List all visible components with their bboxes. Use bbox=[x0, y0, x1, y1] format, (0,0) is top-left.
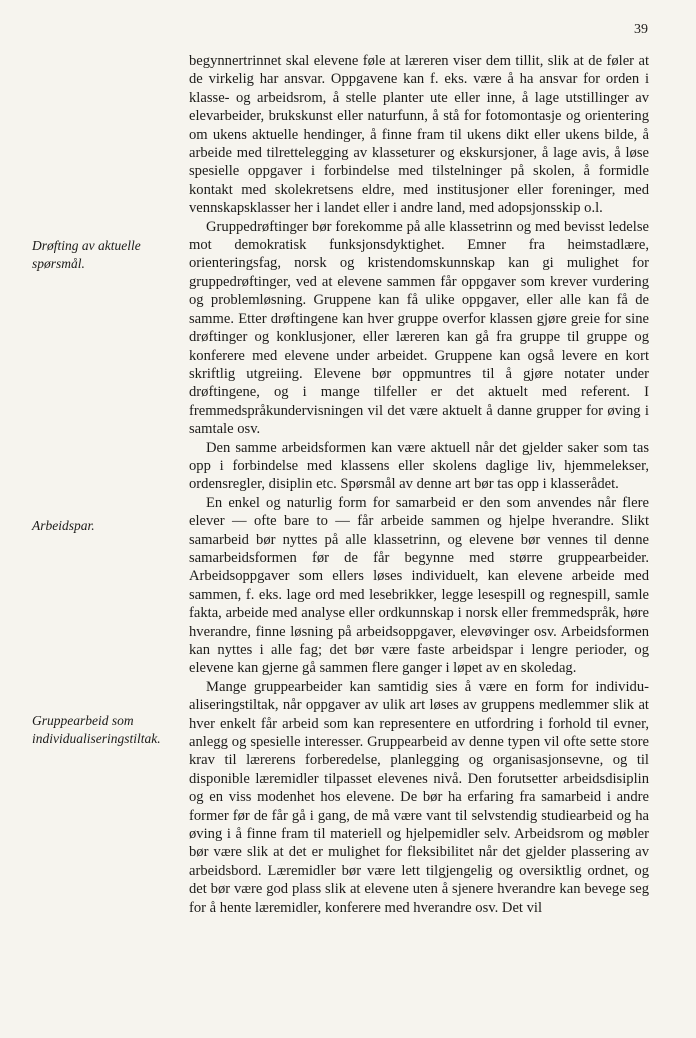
body-text bbox=[189, 52, 649, 917]
paragraph-continuation: begynnertrinnet skal elevene føle at læreren viser dem tillit, slik at de føler at de virkelig har ansvar. Oppgavene kan f. eks. være å ha ansvar for orden i klasse- og arbeidsrom, å stelle planter ute eller inne, å lage utstillinger av elevarbeider, brukskunst eller naturfunn, å stå for fotomontasje og orientering om ukens aktuelle hendinger, å finne fram til ukens dikt eller ukens bilde, å arbeide med tilrettelegging av klasseturer og ekskursjoner, å lage avis, å løse spesielle oppgaver i forbindelse med tilstelninger på skolen, å formidle kontakt med skolekretsens eldre, med institusjoner eller foreninger, med vennskapsklasser her i landet eller i andre land, med adopsjonsskip o.l. bbox=[189, 53, 649, 217]
margin-note-arbeidspar: Arbeidspar. bbox=[32, 518, 95, 533]
paragraph-arbeidspar: En enkel og naturlig form for samarbeid er den som anvendes når flere elever — ofte bare to — får arbeide sammen og hjelpe hverandre. Slikt samarbeid bør nyttes på alle klassetrinn, og elevene bør vennes til denne samarbeidsformen før de får begynne med større gruppearbeider. Arbeidsoppgaver som ellers løses individuelt, kan elevene arbeide med sammen, f. eks. lage ord med lesebrikker, legge lesespill og regnespill, samle fakta, arbeide med analyse eller ordkunnskap i norsk eller fremmedspråk, høre hverandre, finne løsning på arbeidsoppgaver, elevøvinger osv. Arbeidsformen kan nyttes i alle fag; det bør være faste arbeidspar i lengre perioder, og elevene kan gjerne gå sammen flere ganger i løpet av en skoledag. bbox=[189, 494, 649, 677]
paragraph-arbeidsformen: Den samme arbeidsformen kan være aktuell når det gjelder saker som tas opp i forbindelse med klassens eller skolens daglige liv, hjemmelekser, ordensregler, disiplin etc. Spørsmål av denne art bør tas opp i klasserådet. bbox=[189, 439, 649, 493]
paragraph-gruppedroftinger: Gruppedrøftinger bør forekomme på alle klassetrinn og med bevisst ledelse mot demokratisk funksjonsdyktighet. Emner fra heimstadlære, orienteringsfag, norsk og kristendomskunnskap kan gi mulighet for gruppedrøftinger, ved at elevene sammen får oppgaver som krever vurdering og problemløsning. Gruppene kan få ulike oppgaver, eller alle kan få de samme. Etter drøftingene kan hver gruppe overfor klassen gjøre greie for sine drøftinger og konklusjoner, eller læreren kan gå fra gruppe til gruppe og konferere med elevene under arbeidet. Gruppene kan også levere en kort skriftlig utgreiing. Elevene bør oppmuntres til å gjøre notater under drøftingene, og i mange tilfeller er det aktuelt med referent. I fremmedspråkundervisningen vil det være aktuelt å danne grupper for øving i samtale osv. bbox=[189, 218, 649, 438]
margin-note-gruppearbeid: Gruppearbeid som individualiseringstiltak. bbox=[32, 713, 161, 746]
margin-note-drofting: Drøfting av aktuelle spørsmål. bbox=[32, 238, 141, 271]
page-number: 39 bbox=[634, 22, 648, 37]
paragraph-individualisering: Mange gruppearbeider kan samtidig sies å være en form for individualiseringstiltak, når oppgaver av ulik art løses av gruppens medlemmer slik at hver enkelt får arbeid som kan representere en utfordring i forhold til evner, anlegg og spesielle interesser. Gruppearbeid av denne typen vil ofte sette store krav til lærerens forberedelse, planlegging og organisasjonsevne, og til disponible læremidler tilpasset elevenes nivå. Den forutsetter arbeidsdisiplin og en viss modenhet hos elevene. De bør ha erfaring fra samarbeid i andre former før de får gå i gang, de må være vant til selvstendig studiearbeid og ha øving i å finne fram til materiell og hjelpemidler selv. Arbeidsrom og møbler bør være slik at det er mulighet for fleksibilitet når det gjelder plassering av arbeidsbord. Læremidler bør være lett tilgjengelig og oversiktlig ordnet, og det bør være god plass slik at elevene uten å sjenere hverandre kan bevege seg for å hente læremidler, konferere med hverandre osv. Det vil bbox=[189, 678, 649, 916]
